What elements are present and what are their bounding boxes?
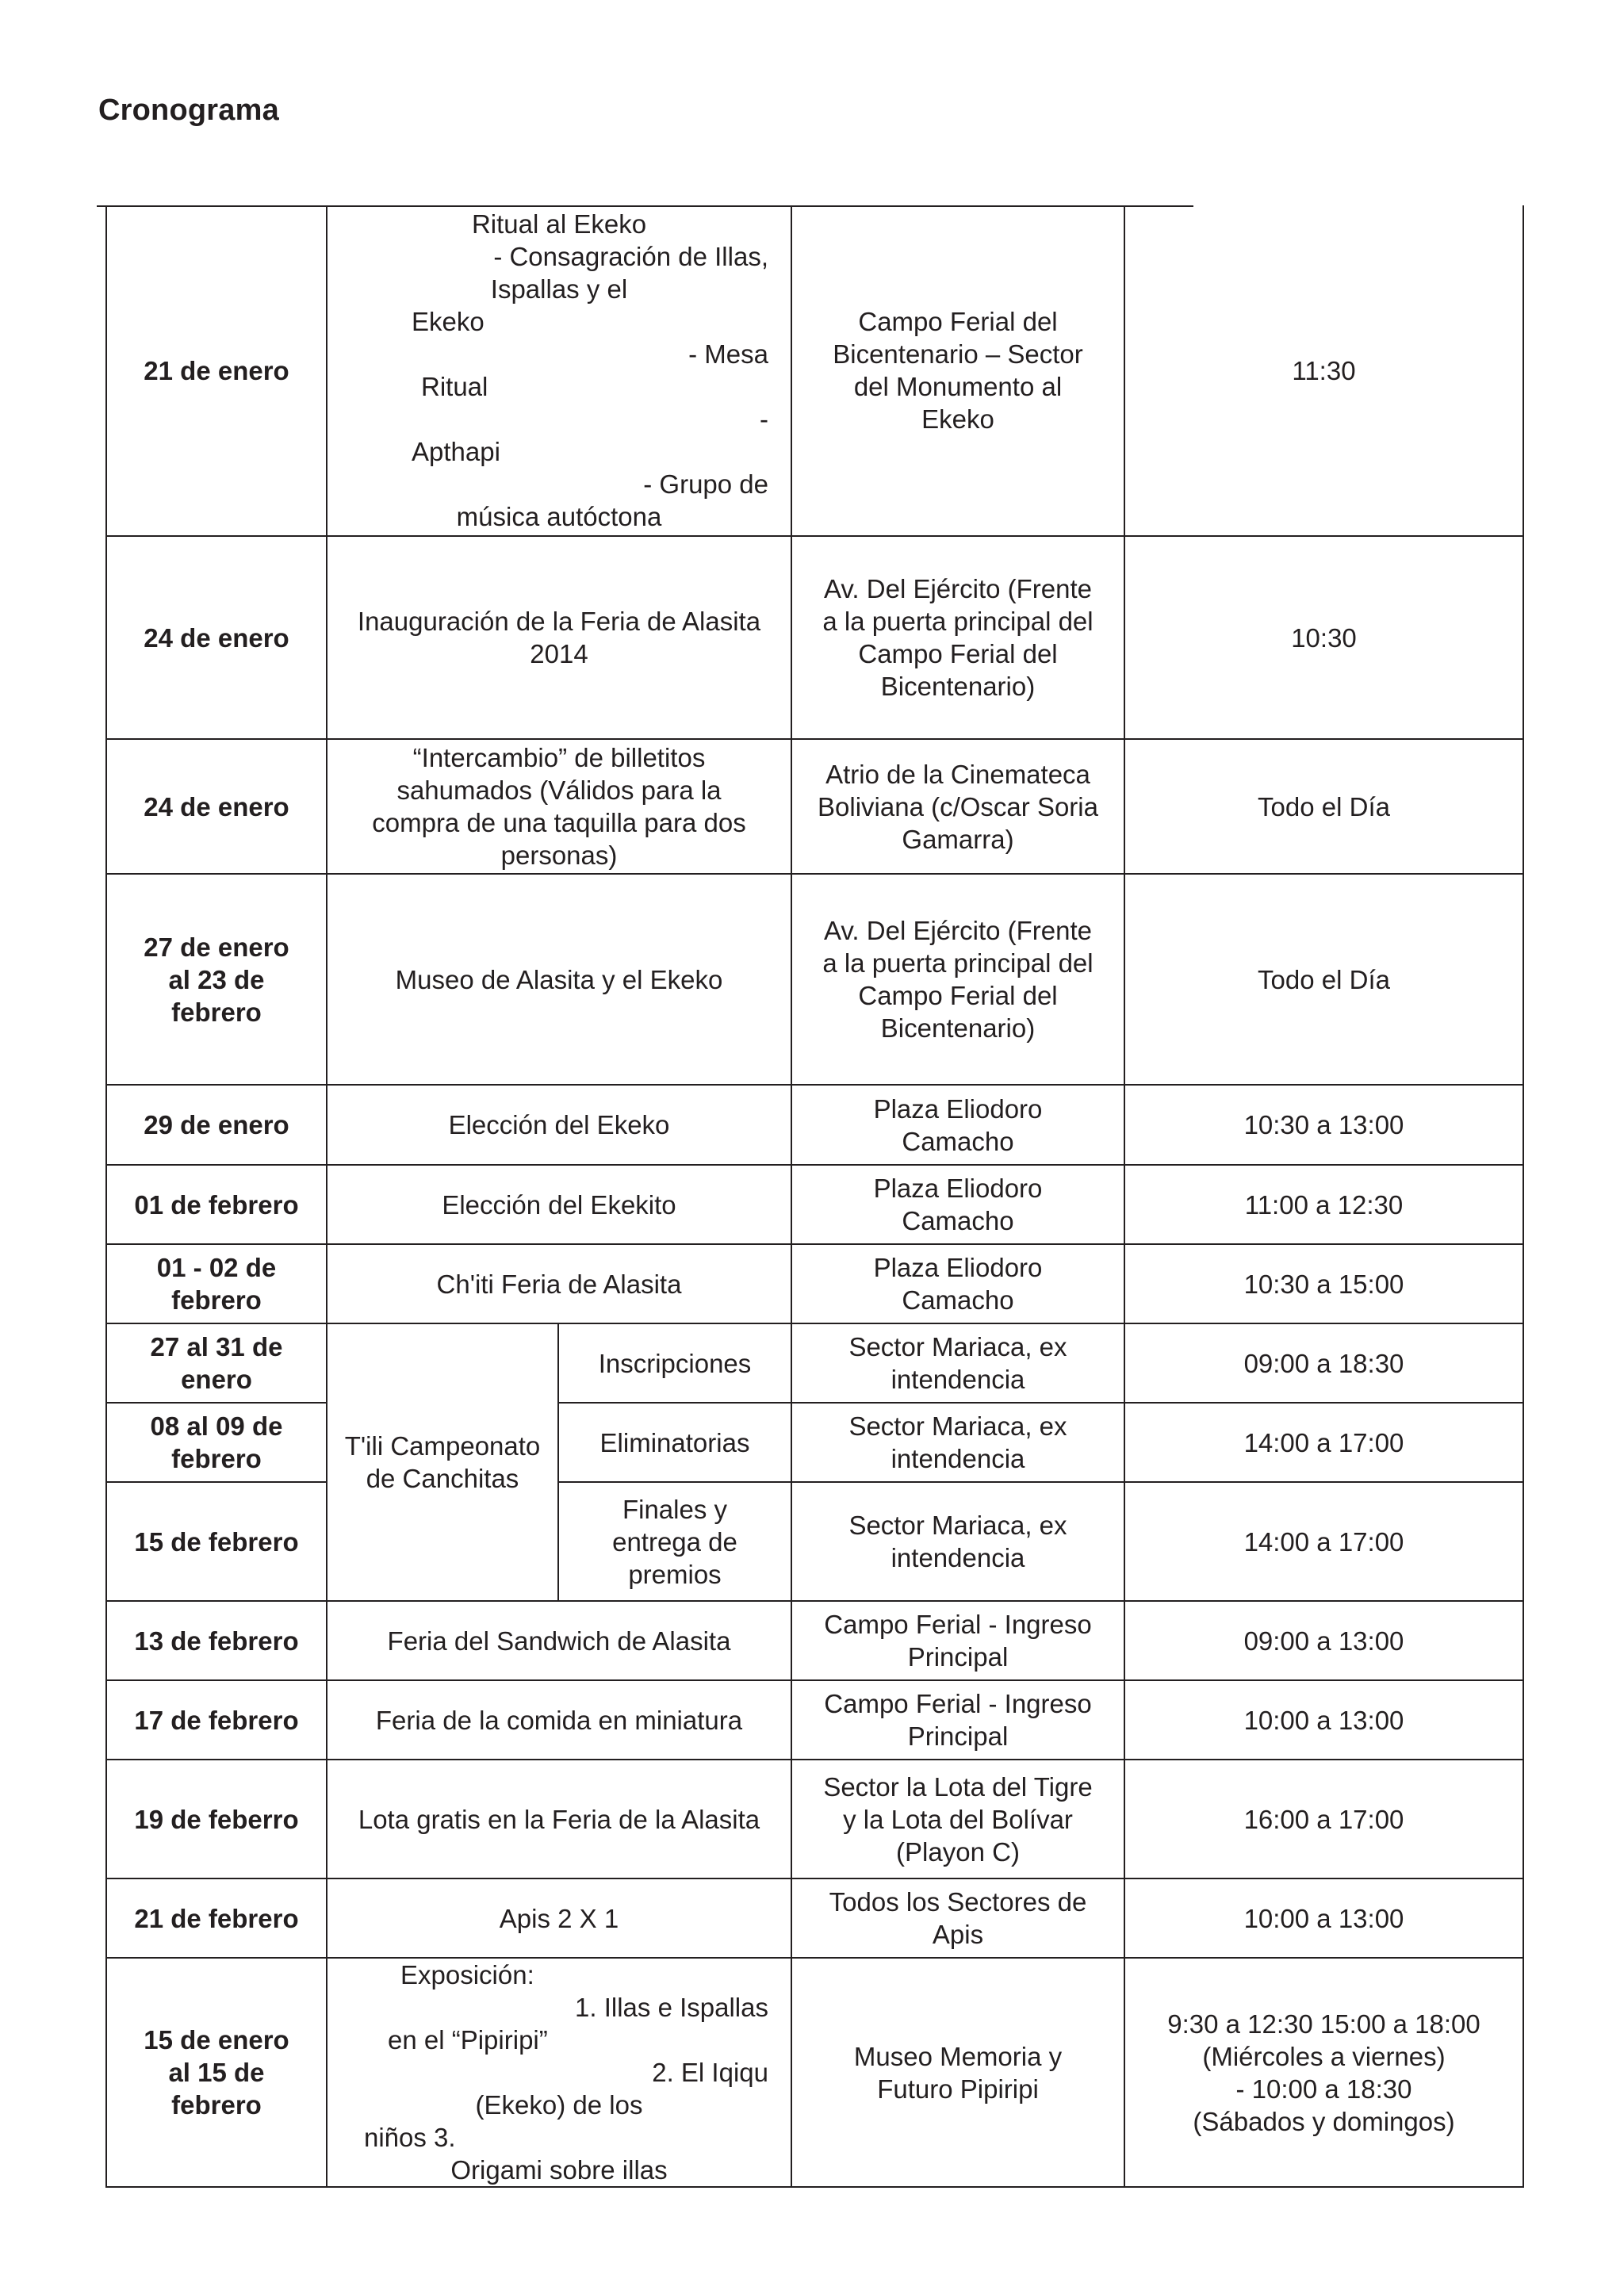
activity-text xyxy=(332,963,786,996)
location-cell xyxy=(791,1165,1124,1244)
time-text-line: 10:30 xyxy=(1291,622,1357,653)
date-cell: 24 de enero xyxy=(106,739,327,874)
location-cell xyxy=(791,1482,1124,1601)
table-row xyxy=(106,1760,1523,1878)
location-text-line: Ekeko xyxy=(921,404,994,434)
activity-cell xyxy=(327,1165,791,1244)
activity-text xyxy=(332,208,786,533)
location-text-line: Museo Memoria y xyxy=(853,2041,1063,2071)
activity-text-line: música autóctona xyxy=(456,502,662,531)
stage-cell xyxy=(558,1482,791,1601)
location-text-line: intendencia xyxy=(891,1444,1025,1473)
time-cell: 14:00 a 17:00 xyxy=(1124,1482,1523,1601)
time-text xyxy=(1130,2008,1518,2138)
activity-text-line: - Grupo de xyxy=(643,469,768,499)
date-text xyxy=(112,1331,321,1396)
activity-text xyxy=(332,741,786,871)
time-cell xyxy=(1124,1165,1523,1244)
activity-text-line: Lota gratis en la Feria de la Alasita xyxy=(358,1804,760,1834)
time-text-line: 10:30 a 13:00 xyxy=(1243,1110,1404,1139)
activity-cell xyxy=(327,1680,791,1760)
date-cell xyxy=(106,1482,327,1601)
tili-event-text-line: de Canchitas xyxy=(366,1464,519,1493)
location-text-line: Campo Ferial del xyxy=(858,981,1058,1010)
activity-text xyxy=(332,1268,786,1300)
activity-cell xyxy=(327,205,791,536)
activity-text-line: - xyxy=(760,404,768,434)
time-cell xyxy=(1124,1878,1523,1958)
location-cell xyxy=(791,205,1124,536)
date-cell xyxy=(106,874,327,1085)
activity-text xyxy=(332,1959,786,2186)
time-text-line: Todo el Día xyxy=(1258,791,1390,821)
activity-text xyxy=(332,605,786,670)
location-cell xyxy=(791,1323,1124,1403)
location-text xyxy=(797,758,1119,856)
date-text xyxy=(112,1410,321,1475)
date-cell: 13 de febrero xyxy=(106,1601,327,1680)
location-cell xyxy=(791,874,1124,1085)
activity-cell xyxy=(327,874,791,1085)
location-cell xyxy=(791,739,1124,874)
activity-text-line: - Mesa xyxy=(688,339,768,369)
location-text-line: Boliviana (c/Oscar Soria xyxy=(818,791,1098,821)
location-text-line: intendencia xyxy=(891,1365,1025,1394)
activity-text-line: Elección del Ekeko xyxy=(448,1110,670,1139)
location-text-line: Camacho xyxy=(902,1285,1014,1315)
location-text-line: Plaza Eliodoro xyxy=(873,1174,1043,1203)
date-text-line: al 23 de xyxy=(168,964,265,994)
location-text-line: Sector la Lota del Tigre xyxy=(823,1771,1093,1802)
location-text xyxy=(797,914,1119,1044)
table-row xyxy=(106,1165,1523,1244)
stage-text-line: Finales y xyxy=(622,1494,728,1524)
location-text-line: Av. Del Ejército (Frente xyxy=(823,916,1093,945)
location-text xyxy=(797,1172,1119,1237)
activity-text-line: Apis 2 X 1 xyxy=(499,1903,619,1933)
location-text-line: Bicentenario) xyxy=(880,672,1036,701)
activity-cell xyxy=(327,1958,791,2187)
location-text xyxy=(797,1331,1119,1396)
activity-text xyxy=(332,1704,786,1737)
activity-text-line: 2. El Iqiqu xyxy=(652,2058,768,2087)
location-text-line: a la puerta principal del xyxy=(822,607,1094,636)
activity-text-line: - Consagración de Illas, xyxy=(493,242,768,271)
time-text xyxy=(1130,1189,1518,1221)
date-text-line: 15 de febrero xyxy=(134,1526,299,1557)
activity-text-line: 1. Illas e Ispallas xyxy=(575,1993,768,2022)
time-cell xyxy=(1124,739,1523,874)
time-cell xyxy=(1124,1760,1523,1878)
date-text-line: 15 de enero xyxy=(144,2025,289,2055)
location-text-line: Futuro Pipiripi xyxy=(877,2074,1039,2104)
time-text-line: 11:30 xyxy=(1292,355,1356,385)
date-text-line: 08 al 09 de xyxy=(150,1411,283,1441)
stage-text-line: Inscripciones xyxy=(598,1348,752,1378)
table-row xyxy=(106,205,1523,536)
location-text-line: Campo Ferial - Ingreso xyxy=(824,1610,1092,1639)
time-text xyxy=(1130,791,1518,823)
activity-cell xyxy=(327,536,791,739)
tili-event-cell xyxy=(327,1323,558,1601)
date-text xyxy=(112,1251,321,1316)
location-cell xyxy=(791,1403,1124,1482)
date-cell: 21 de enero xyxy=(106,205,327,536)
activity-text xyxy=(332,1803,786,1836)
stage-text-line: premios xyxy=(628,1559,722,1589)
date-text xyxy=(112,931,321,1028)
time-cell: 14:00 a 17:00 xyxy=(1124,1403,1523,1482)
time-text-line: 09:00 a 13:00 xyxy=(1243,1626,1404,1656)
activity-text-line: Ekeko xyxy=(412,307,485,336)
table-row xyxy=(106,739,1523,874)
date-cell xyxy=(106,1323,327,1403)
activity-text-line: 2014 xyxy=(530,639,588,668)
date-text-line: febrero xyxy=(171,1285,262,1315)
activity-text-line: Feria de la comida en miniatura xyxy=(375,1705,743,1735)
stage-text-line: entrega de xyxy=(612,1526,737,1557)
time-text-line: 10:00 a 13:00 xyxy=(1243,1903,1404,1933)
location-text-line: Sector Mariaca, ex xyxy=(848,1332,1067,1361)
activity-text-line: compra de una taquilla para dos xyxy=(372,808,746,837)
location-cell xyxy=(791,1601,1124,1680)
stage-text-line: Eliminatorias xyxy=(599,1427,750,1457)
time-text-line: Todo el Día xyxy=(1258,964,1390,994)
location-text-line: Campo Ferial del xyxy=(858,307,1058,336)
table-row xyxy=(106,536,1523,739)
time-cell xyxy=(1124,205,1523,536)
location-text xyxy=(797,1687,1119,1752)
location-text-line: Campo Ferial - Ingreso xyxy=(824,1689,1092,1718)
location-text-line: Sector Mariaca, ex xyxy=(848,1411,1067,1441)
location-text xyxy=(797,305,1119,435)
date-text-line: 27 al 31 de xyxy=(150,1332,283,1361)
activity-text-line: niños 3. xyxy=(364,2123,456,2152)
activity-cell xyxy=(327,1244,791,1323)
time-cell: 09:00 a 18:30 xyxy=(1124,1323,1523,1403)
date-cell: 19 de feberro xyxy=(106,1760,327,1878)
activity-text-line: Exposición: xyxy=(400,1960,534,1990)
location-cell xyxy=(791,1760,1124,1878)
activity-text-line: Ritual al Ekeko xyxy=(471,209,647,239)
time-cell xyxy=(1124,1085,1523,1165)
location-text xyxy=(797,573,1119,703)
location-cell xyxy=(791,1244,1124,1323)
date-text-line: 27 de enero xyxy=(144,932,289,962)
location-cell xyxy=(791,1958,1124,2187)
time-cell xyxy=(1124,1958,1523,2187)
location-text-line: Av. Del Ejército (Frente xyxy=(823,574,1093,603)
location-text-line: intendencia xyxy=(891,1543,1025,1572)
date-text-line: 01 - 02 de xyxy=(156,1253,277,1282)
activity-cell xyxy=(327,1085,791,1165)
location-text xyxy=(797,2040,1119,2105)
location-text-line: Gamarra) xyxy=(902,824,1014,854)
tili-event-text-line: T'ili Campeonato xyxy=(344,1431,541,1461)
table-row xyxy=(106,1482,1523,1601)
time-text xyxy=(1130,1268,1518,1300)
activity-cell xyxy=(327,1878,791,1958)
table-row xyxy=(106,1085,1523,1165)
activity-text-line: Ritual xyxy=(421,372,488,401)
table-row xyxy=(106,1403,1523,1482)
activity-cell xyxy=(327,1601,791,1680)
activity-text-line: en el “Pipiripi” xyxy=(388,2025,548,2055)
location-text-line: Sector Mariaca, ex xyxy=(848,1511,1067,1540)
activity-text-line: “Intercambio” de billetitos xyxy=(412,743,706,772)
stage-cell xyxy=(558,1403,791,1482)
activity-text-line: Ch'iti Feria de Alasita xyxy=(436,1269,682,1299)
time-text xyxy=(1130,1625,1518,1657)
time-cell xyxy=(1124,1244,1523,1323)
time-text xyxy=(1130,622,1518,654)
activity-text-line: Feria del Sandwich de Alasita xyxy=(387,1626,731,1656)
time-text-line: - 10:00 a 18:30 xyxy=(1235,2074,1412,2104)
location-text-line: Camacho xyxy=(902,1126,1014,1156)
date-text-line: febrero xyxy=(171,2090,262,2120)
stage-text xyxy=(564,1493,786,1591)
location-cell xyxy=(791,1680,1124,1760)
time-text-line: 10:00 a 13:00 xyxy=(1243,1705,1404,1735)
stage-text xyxy=(564,1427,786,1459)
location-text-line: Principal xyxy=(907,1642,1009,1672)
time-text-line: (Sábados y domingos) xyxy=(1193,2106,1455,2136)
date-text-line: febrero xyxy=(171,1444,262,1473)
location-text-line: Campo Ferial del xyxy=(858,639,1058,668)
location-text xyxy=(797,1509,1119,1574)
activity-text-line: sahumados (Válidos para la xyxy=(396,776,722,805)
date-cell: 24 de enero xyxy=(106,536,327,739)
activity-cell xyxy=(327,1760,791,1878)
location-cell xyxy=(791,1085,1124,1165)
time-text-line: 9:30 a 12:30 15:00 a 18:00 xyxy=(1167,2009,1480,2039)
table-row xyxy=(106,1601,1523,1680)
location-text-line: del Monumento al xyxy=(853,372,1063,401)
activity-text xyxy=(332,1189,786,1221)
location-text xyxy=(797,1771,1119,1868)
date-cell: 21 de febrero xyxy=(106,1878,327,1958)
location-text-line: Todos los Sectores de xyxy=(829,1887,1087,1917)
location-text xyxy=(797,1093,1119,1158)
activity-text xyxy=(332,1625,786,1657)
date-cell xyxy=(106,1958,327,2187)
table-row xyxy=(106,874,1523,1085)
location-text-line: Principal xyxy=(907,1721,1009,1751)
activity-text-line: personas) xyxy=(500,841,618,870)
location-text-line: y la Lota del Bolívar xyxy=(843,1804,1073,1834)
location-text-line: Apis xyxy=(932,1920,984,1949)
table-row xyxy=(106,1958,1523,2187)
location-text-line: a la puerta principal del xyxy=(822,948,1094,978)
date-cell xyxy=(106,1403,327,1482)
date-cell xyxy=(106,1244,327,1323)
page-title: Cronograma xyxy=(98,94,279,127)
date-text xyxy=(112,1526,321,1558)
activity-text xyxy=(332,1902,786,1935)
time-cell xyxy=(1124,536,1523,739)
location-cell xyxy=(791,536,1124,739)
location-text-line: Bicentenario) xyxy=(880,1013,1036,1043)
table-row xyxy=(106,1244,1523,1323)
time-text-line: (Miércoles a viernes) xyxy=(1202,2041,1446,2071)
time-text xyxy=(1130,1109,1518,1141)
stage-cell xyxy=(558,1323,791,1403)
date-cell: 17 de febrero xyxy=(106,1680,327,1760)
time-cell xyxy=(1124,1680,1523,1760)
date-text-line: enero xyxy=(181,1365,252,1394)
location-text-line: Camacho xyxy=(902,1206,1014,1235)
location-text xyxy=(797,1608,1119,1673)
activity-text xyxy=(332,1109,786,1141)
time-cell xyxy=(1124,874,1523,1085)
time-text xyxy=(1130,1704,1518,1737)
location-text-line: Plaza Eliodoro xyxy=(873,1253,1043,1282)
time-cell xyxy=(1124,1601,1523,1680)
activity-text-line: Origami sobre illas xyxy=(450,2155,668,2185)
date-cell: 01 de febrero xyxy=(106,1165,327,1244)
schedule-table xyxy=(105,205,1524,2188)
location-text xyxy=(797,1886,1119,1951)
date-cell: 29 de enero xyxy=(106,1085,327,1165)
time-text-line: 16:00 a 17:00 xyxy=(1243,1804,1404,1834)
activity-cell xyxy=(327,739,791,874)
time-text xyxy=(1130,354,1518,387)
activity-text-line: Museo de Alasita y el Ekeko xyxy=(395,964,723,994)
time-text xyxy=(1130,1902,1518,1935)
time-text-line: 10:30 a 15:00 xyxy=(1243,1269,1404,1299)
activity-text-line: Apthapi xyxy=(412,437,500,466)
stage-text xyxy=(564,1347,786,1380)
location-text-line: (Playon C) xyxy=(896,1836,1020,1867)
table-row xyxy=(106,1680,1523,1760)
tili-event-text xyxy=(332,1430,553,1495)
location-cell xyxy=(791,1878,1124,1958)
location-text xyxy=(797,1251,1119,1316)
table-row xyxy=(106,1323,1523,1403)
activity-text-line: Inauguración de la Feria de Alasita xyxy=(357,607,761,636)
location-text-line: Plaza Eliodoro xyxy=(873,1093,1043,1124)
time-text xyxy=(1130,963,1518,996)
activity-text-line: Ispallas y el xyxy=(490,274,628,304)
activity-text-line: Elección del Ekekito xyxy=(442,1189,676,1220)
date-text-line: febrero xyxy=(171,997,262,1027)
location-text-line: Atrio de la Cinemateca xyxy=(825,759,1090,789)
table-row xyxy=(106,1878,1523,1958)
date-text xyxy=(112,2024,321,2121)
date-text-line: al 15 de xyxy=(168,2058,265,2087)
activity-text-line: (Ekeko) de los xyxy=(475,2090,643,2120)
location-text-line: Bicentenario – Sector xyxy=(833,339,1083,369)
time-text xyxy=(1130,1803,1518,1836)
location-text xyxy=(797,1410,1119,1475)
time-text-line: 11:00 a 12:30 xyxy=(1244,1189,1404,1220)
